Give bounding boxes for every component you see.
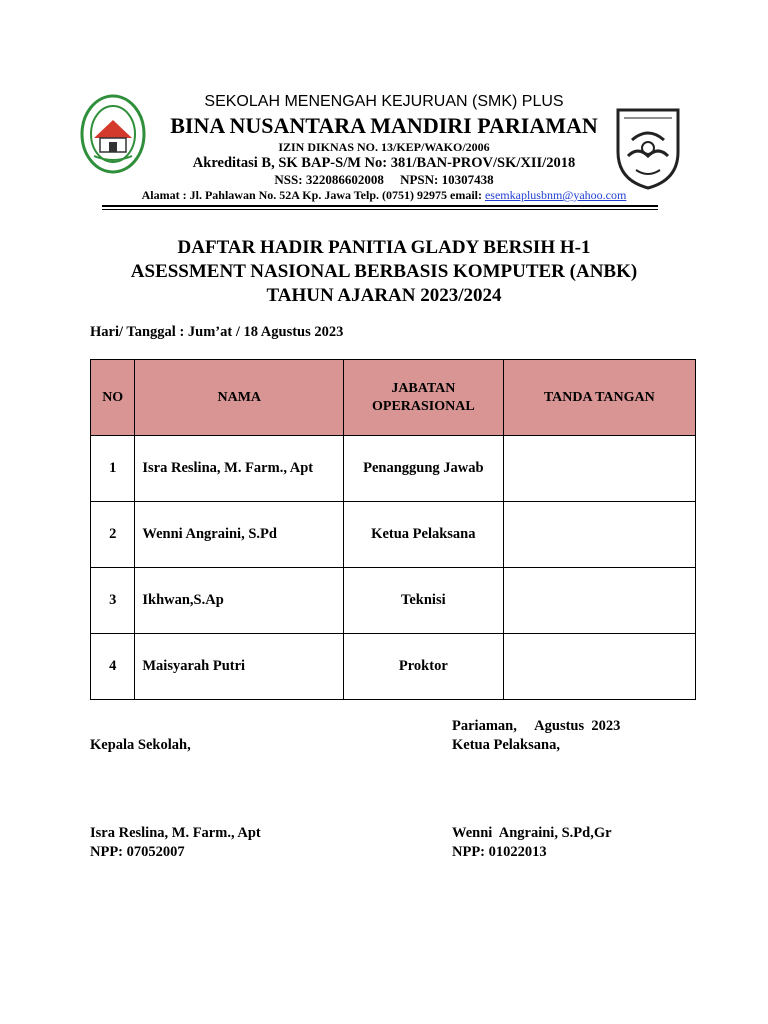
header-no: NO (91, 360, 135, 436)
row-jabatan: Proktor (344, 634, 503, 700)
header-jabatan-line2: OPERASIONAL (372, 398, 475, 414)
address-text: Alamat : Jl. Pahlawan No. 52A Kp. Jawa Telp. (0751) 92975 email: (141, 188, 485, 202)
row-nama: Isra Reslina, M. Farm., Apt (135, 436, 344, 502)
header-jabatan-line1: JABATAN (391, 380, 456, 396)
ketua-pelaksana-name: Wenni Angraini, S.Pd,Gr (452, 825, 612, 841)
header-tanda-tangan: TANDA TANGAN (503, 360, 695, 436)
date-line: Hari/ Tanggal : Jum’at / 18 Agustus 2023 (90, 324, 344, 340)
ketua-pelaksana-npp: NPP: 01022013 (452, 844, 547, 860)
school-seal-logo (80, 94, 146, 174)
table-row (91, 634, 696, 700)
header-rule-thick (102, 205, 658, 207)
header-jabatan (344, 360, 503, 436)
school-name: BINA NUSANTARA MANDIRI PARIAMAN (170, 113, 598, 138)
row-no: 3 (91, 568, 135, 634)
place-date: Pariaman, Agustus 2023 (452, 718, 621, 734)
kepala-sekolah-npp: NPP: 07052007 (90, 844, 185, 860)
kepala-sekolah-role: Kepala Sekolah, (90, 737, 191, 753)
attendance-table (90, 359, 696, 700)
doc-title-line1: DAFTAR HADIR PANITIA GLADY BERSIH H-1 (177, 237, 591, 258)
row-nama: Maisyarah Putri (135, 634, 344, 700)
izin-line: IZIN DIKNAS NO. 13/KEP/WAKO/2006 (278, 140, 490, 154)
header-rule-thin (102, 209, 658, 210)
row-no: 2 (91, 502, 135, 568)
row-jabatan: Penanggung Jawab (344, 436, 503, 502)
tut-wuri-handayani-logo (610, 104, 686, 192)
kepala-sekolah-name: Isra Reslina, M. Farm., Apt (90, 825, 261, 841)
header-nama: NAMA (135, 360, 344, 436)
table-row (91, 568, 696, 634)
row-no: 1 (91, 436, 135, 502)
row-nama: Wenni Angraini, S.Pd (135, 502, 344, 568)
row-signature-cell (503, 436, 695, 502)
row-jabatan: Ketua Pelaksana (344, 502, 503, 568)
doc-title-line2: ASESSMENT NASIONAL BERBASIS KOMPUTER (ANBK) (130, 261, 638, 282)
akreditasi-line: Akreditasi B, SK BAP-S/M No: 381/BAN-PROV/SK/XII/2018 (192, 155, 576, 171)
doc-title-line3: TAHUN AJARAN 2023/2024 (266, 285, 502, 306)
row-no: 4 (91, 634, 135, 700)
table-header-row (91, 360, 696, 436)
address-line (90, 188, 678, 203)
row-nama: Ikhwan,S.Ap (135, 568, 344, 634)
table-row (91, 436, 696, 502)
row-jabatan: Teknisi (344, 568, 503, 634)
table-row (91, 502, 696, 568)
row-signature-cell (503, 502, 695, 568)
row-signature-cell (503, 634, 695, 700)
email-link[interactable]: esemkaplusbnm@yahoo.com (484, 188, 627, 202)
school-type-heading: SEKOLAH MENENGAH KEJURUAN (SMK) PLUS (204, 93, 564, 110)
nss-npsn-line: NSS: 322086602008 NPSN: 10307438 (274, 172, 494, 187)
ketua-pelaksana-role: Ketua Pelaksana, (452, 737, 560, 753)
row-signature-cell (503, 568, 695, 634)
